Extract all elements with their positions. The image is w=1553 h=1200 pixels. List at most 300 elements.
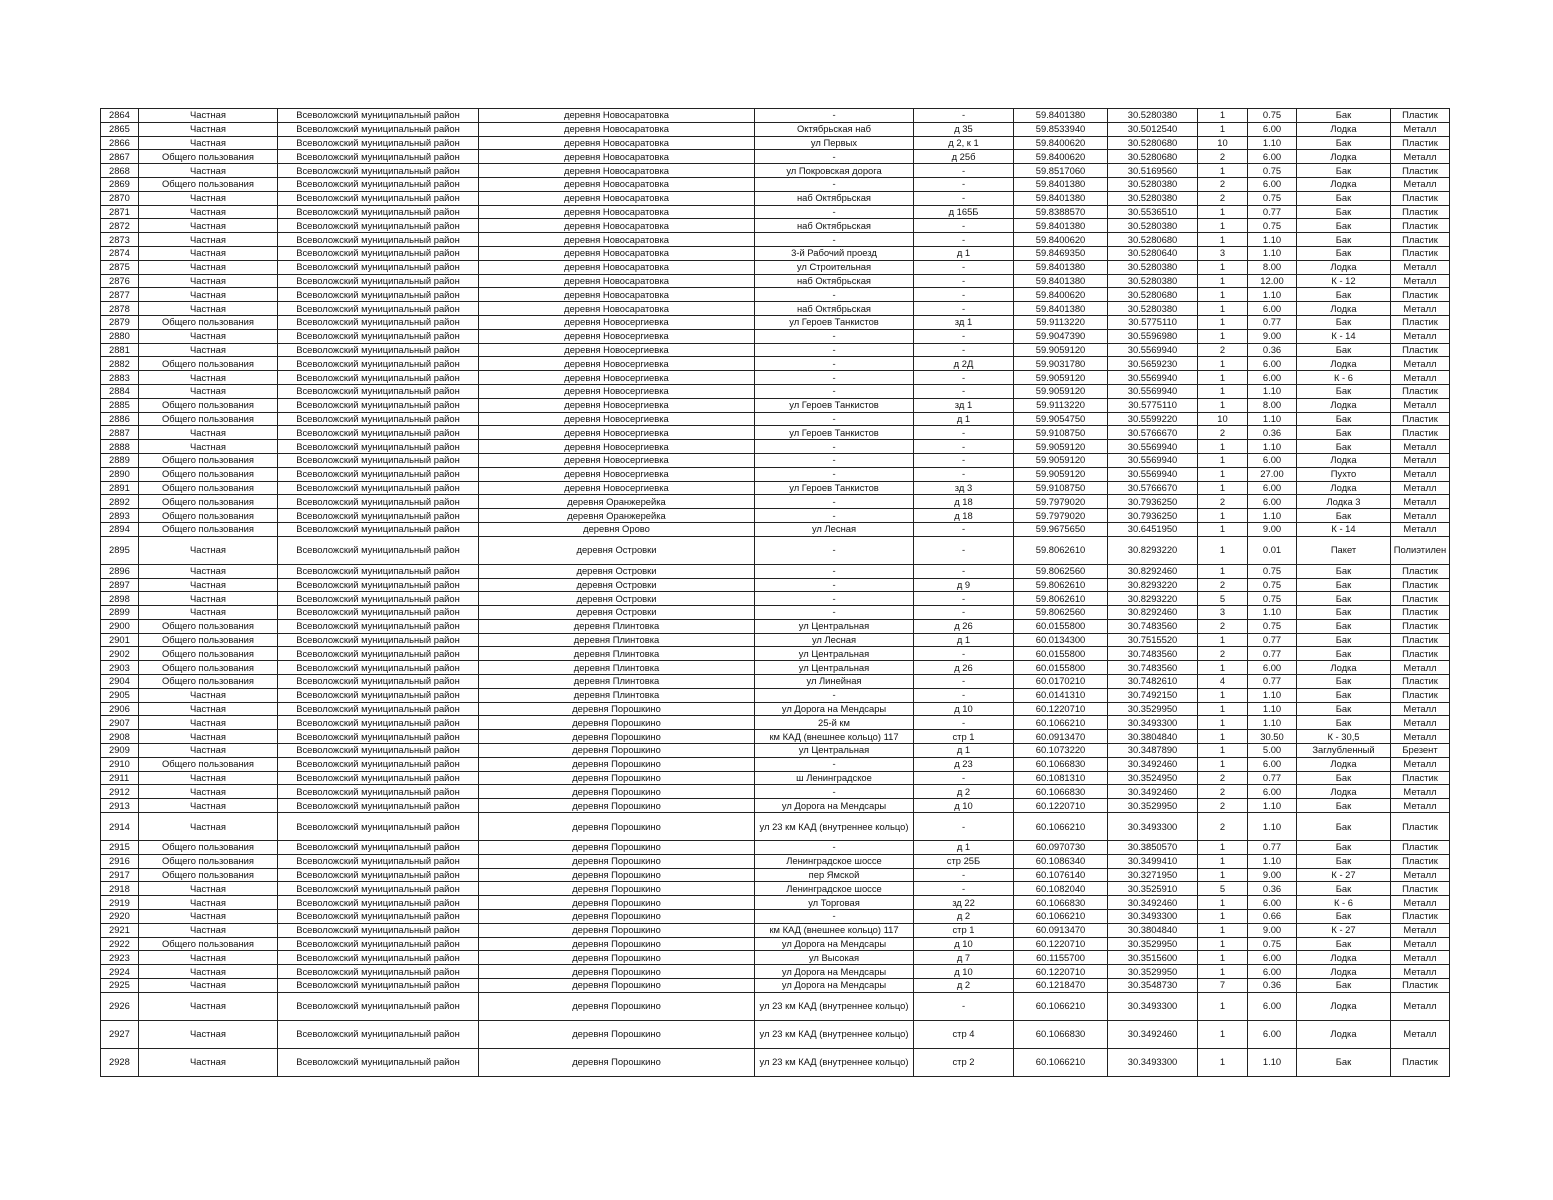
cell-volume: 9.00 [1248, 923, 1297, 937]
cell-locality: деревня Порошкино [479, 923, 755, 937]
cell-volume: 6.00 [1248, 951, 1297, 965]
cell-house: д 1 [914, 744, 1014, 758]
cell-house: зд 3 [914, 481, 1014, 495]
cell-container: Лодка [1297, 951, 1391, 965]
cell-house: д 9 [914, 578, 1014, 592]
cell-volume: 1.10 [1248, 440, 1297, 454]
cell-volume: 0.75 [1248, 191, 1297, 205]
cell-lat: 60.1066210 [1014, 992, 1108, 1020]
cell-locality: деревня Порошкино [479, 854, 755, 868]
table-row [101, 868, 1450, 882]
cell-house: - [914, 882, 1014, 896]
cell-count: 2 [1198, 191, 1248, 205]
cell-material: Пластик [1391, 191, 1450, 205]
cell-ownership: Частная [139, 260, 278, 274]
cell-material: Пластик [1391, 592, 1450, 606]
cell-lon: 30.5569940 [1108, 440, 1198, 454]
cell-id: 2901 [101, 633, 139, 647]
cell-district: Всеволожский муниципальный район [278, 1020, 479, 1048]
cell-locality: деревня Порошкино [479, 757, 755, 771]
table-row [101, 302, 1450, 316]
cell-district: Всеволожский муниципальный район [278, 813, 479, 841]
table-row [101, 205, 1450, 219]
table-row [101, 951, 1450, 965]
cell-id: 2896 [101, 564, 139, 578]
cell-house: стр 25Б [914, 854, 1014, 868]
cell-house: д 18 [914, 509, 1014, 523]
cell-street: - [755, 757, 914, 771]
cell-count: 1 [1198, 951, 1248, 965]
cell-lon: 30.5280680 [1108, 288, 1198, 302]
cell-lon: 30.5280380 [1108, 109, 1198, 123]
cell-street: Ленинградское шоссе [755, 882, 914, 896]
cell-id: 2879 [101, 315, 139, 329]
cell-ownership: Частная [139, 688, 278, 702]
cell-count: 1 [1198, 1048, 1248, 1076]
cell-container: Лодка 3 [1297, 495, 1391, 509]
cell-locality: деревня Новосергиевка [479, 315, 755, 329]
cell-volume: 0.77 [1248, 771, 1297, 785]
cell-ownership: Частная [139, 592, 278, 606]
cell-street: пер Ямской [755, 868, 914, 882]
cell-ownership: Частная [139, 813, 278, 841]
cell-volume: 0.75 [1248, 937, 1297, 951]
cell-locality: деревня Порошкино [479, 910, 755, 924]
cell-container: Бак [1297, 440, 1391, 454]
cell-volume: 0.36 [1248, 979, 1297, 993]
cell-container: Лодка [1297, 992, 1391, 1020]
cell-id: 2897 [101, 578, 139, 592]
table-row [101, 716, 1450, 730]
cell-locality: деревня Порошкино [479, 1020, 755, 1048]
table-row [101, 910, 1450, 924]
cell-ownership: Частная [139, 979, 278, 993]
cell-locality: деревня Новосергиевка [479, 384, 755, 398]
cell-ownership: Общего пользования [139, 757, 278, 771]
cell-lon: 30.3493300 [1108, 992, 1198, 1020]
cell-id: 2898 [101, 592, 139, 606]
cell-lat: 60.0155800 [1014, 619, 1108, 633]
cell-lat: 59.8400620 [1014, 136, 1108, 150]
cell-lon: 30.3804840 [1108, 923, 1198, 937]
cell-district: Всеволожский муниципальный район [278, 841, 479, 855]
cell-house: - [914, 771, 1014, 785]
cell-street: - [755, 495, 914, 509]
cell-lon: 30.7936250 [1108, 509, 1198, 523]
cell-lon: 30.5775110 [1108, 315, 1198, 329]
cell-lat: 59.8062610 [1014, 536, 1108, 564]
cell-locality: деревня Островки [479, 578, 755, 592]
cell-ownership: Общего пользования [139, 509, 278, 523]
cell-id: 2904 [101, 675, 139, 689]
cell-locality: деревня Порошкино [479, 771, 755, 785]
cell-district: Всеволожский муниципальный район [278, 191, 479, 205]
table-row [101, 260, 1450, 274]
table-row [101, 1020, 1450, 1048]
cell-lon: 30.7482610 [1108, 675, 1198, 689]
cell-ownership: Частная [139, 205, 278, 219]
cell-ownership: Частная [139, 992, 278, 1020]
cell-id: 2888 [101, 440, 139, 454]
cell-volume: 1.10 [1248, 509, 1297, 523]
cell-container: Бак [1297, 246, 1391, 260]
cell-locality: деревня Плинтовка [479, 661, 755, 675]
cell-house: - [914, 219, 1014, 233]
cell-ownership: Частная [139, 1048, 278, 1076]
cell-house: - [914, 260, 1014, 274]
cell-lat: 59.8400620 [1014, 150, 1108, 164]
cell-material: Металл [1391, 785, 1450, 799]
cell-volume: 0.77 [1248, 633, 1297, 647]
cell-house: стр 1 [914, 730, 1014, 744]
cell-container: Заглубленный [1297, 744, 1391, 758]
cell-material: Пластик [1391, 288, 1450, 302]
cell-lat: 59.9113220 [1014, 398, 1108, 412]
cell-lon: 30.8292460 [1108, 564, 1198, 578]
cell-container: Пакет [1297, 536, 1391, 564]
cell-lat: 60.1220710 [1014, 702, 1108, 716]
cell-volume: 0.77 [1248, 205, 1297, 219]
cell-district: Всеволожский муниципальный район [278, 854, 479, 868]
cell-id: 2900 [101, 619, 139, 633]
cell-lon: 30.3492460 [1108, 785, 1198, 799]
cell-lon: 30.3515600 [1108, 951, 1198, 965]
cell-volume: 1.10 [1248, 716, 1297, 730]
cell-house: - [914, 440, 1014, 454]
cell-lat: 60.1076140 [1014, 868, 1108, 882]
cell-house: д 25б [914, 150, 1014, 164]
cell-street: ш Ленинградское [755, 771, 914, 785]
cell-district: Всеволожский муниципальный район [278, 150, 479, 164]
cell-street: ул Героев Танкистов [755, 426, 914, 440]
cell-volume: 12.00 [1248, 274, 1297, 288]
cell-count: 1 [1198, 315, 1248, 329]
cell-house: д 10 [914, 965, 1014, 979]
cell-lat: 60.1066830 [1014, 896, 1108, 910]
cell-lat: 59.9113220 [1014, 315, 1108, 329]
cell-street: наб Октябрьская [755, 274, 914, 288]
cell-material: Металл [1391, 923, 1450, 937]
cell-count: 1 [1198, 992, 1248, 1020]
cell-lat: 59.9059120 [1014, 440, 1108, 454]
cell-street: ул Дорога на Мендсары [755, 937, 914, 951]
cell-district: Всеволожский муниципальный район [278, 329, 479, 343]
cell-locality: деревня Порошкино [479, 992, 755, 1020]
cell-material: Пластик [1391, 109, 1450, 123]
cell-district: Всеволожский муниципальный район [278, 633, 479, 647]
cell-lon: 30.5280380 [1108, 260, 1198, 274]
cell-house: - [914, 675, 1014, 689]
cell-count: 2 [1198, 771, 1248, 785]
cell-material: Пластик [1391, 426, 1450, 440]
cell-house: д 1 [914, 633, 1014, 647]
cell-container: Лодка [1297, 177, 1391, 191]
cell-house: д 7 [914, 951, 1014, 965]
cell-container: Бак [1297, 799, 1391, 813]
cell-volume: 6.00 [1248, 1020, 1297, 1048]
cell-street: - [755, 109, 914, 123]
cell-material: Пластик [1391, 606, 1450, 620]
cell-volume: 1.10 [1248, 233, 1297, 247]
cell-house: д 165Б [914, 205, 1014, 219]
cell-locality: деревня Новосергиевка [479, 453, 755, 467]
cell-street: - [755, 592, 914, 606]
cell-lat: 59.8062610 [1014, 578, 1108, 592]
cell-volume: 6.00 [1248, 785, 1297, 799]
table-row [101, 688, 1450, 702]
cell-container: К - 27 [1297, 868, 1391, 882]
cell-house: - [914, 813, 1014, 841]
cell-count: 1 [1198, 854, 1248, 868]
cell-material: Пластик [1391, 771, 1450, 785]
cell-lat: 59.9054750 [1014, 412, 1108, 426]
cell-ownership: Частная [139, 191, 278, 205]
cell-district: Всеволожский муниципальный район [278, 661, 479, 675]
cell-district: Всеволожский муниципальный район [278, 564, 479, 578]
cell-ownership: Частная [139, 246, 278, 260]
cell-material: Пластик [1391, 384, 1450, 398]
cell-material: Пластик [1391, 633, 1450, 647]
cell-house: д 1 [914, 412, 1014, 426]
table-body [101, 109, 1450, 1077]
cell-container: К - 6 [1297, 371, 1391, 385]
cell-lon: 30.3499410 [1108, 854, 1198, 868]
cell-material: Металл [1391, 992, 1450, 1020]
cell-locality: деревня Новосаратовка [479, 233, 755, 247]
cell-house: - [914, 384, 1014, 398]
cell-id: 2883 [101, 371, 139, 385]
cell-district: Всеволожский муниципальный район [278, 371, 479, 385]
cell-lat: 59.8062610 [1014, 592, 1108, 606]
cell-ownership: Частная [139, 785, 278, 799]
cell-material: Металл [1391, 702, 1450, 716]
cell-material: Металл [1391, 453, 1450, 467]
table-row [101, 882, 1450, 896]
cell-lat: 59.8400620 [1014, 233, 1108, 247]
cell-locality: деревня Новосергиевка [479, 481, 755, 495]
cell-container: Лодка [1297, 122, 1391, 136]
cell-lon: 30.3487890 [1108, 744, 1198, 758]
cell-street: ул Линейная [755, 675, 914, 689]
cell-house: - [914, 606, 1014, 620]
cell-container: Пухто [1297, 467, 1391, 481]
cell-material: Металл [1391, 509, 1450, 523]
cell-house: - [914, 164, 1014, 178]
cell-locality: деревня Островки [479, 564, 755, 578]
cell-lat: 60.0913470 [1014, 730, 1108, 744]
cell-container: Бак [1297, 384, 1391, 398]
cell-district: Всеволожский муниципальный район [278, 219, 479, 233]
cell-container: Лодка [1297, 1020, 1391, 1048]
cell-lat: 59.7979020 [1014, 495, 1108, 509]
cell-lat: 60.1081310 [1014, 771, 1108, 785]
cell-house: зд 1 [914, 398, 1014, 412]
cell-ownership: Общего пользования [139, 633, 278, 647]
cell-volume: 0.75 [1248, 564, 1297, 578]
cell-volume: 9.00 [1248, 522, 1297, 536]
cell-lat: 60.1220710 [1014, 937, 1108, 951]
cell-district: Всеволожский муниципальный район [278, 343, 479, 357]
cell-district: Всеволожский муниципальный район [278, 357, 479, 371]
cell-locality: деревня Новосаратовка [479, 219, 755, 233]
cell-ownership: Общего пользования [139, 453, 278, 467]
cell-lon: 30.5569940 [1108, 467, 1198, 481]
cell-material: Металл [1391, 260, 1450, 274]
cell-lat: 59.8401380 [1014, 274, 1108, 288]
cell-id: 2918 [101, 882, 139, 896]
cell-id: 2892 [101, 495, 139, 509]
table-row [101, 744, 1450, 758]
cell-count: 1 [1198, 730, 1248, 744]
cell-count: 1 [1198, 274, 1248, 288]
cell-lat: 59.7979020 [1014, 509, 1108, 523]
cell-street: ул Первых [755, 136, 914, 150]
cell-lon: 30.7515520 [1108, 633, 1198, 647]
cell-street: - [755, 536, 914, 564]
cell-ownership: Частная [139, 730, 278, 744]
cell-house: д 1 [914, 246, 1014, 260]
cell-material: Пластик [1391, 564, 1450, 578]
cell-street: ул Покровская дорога [755, 164, 914, 178]
cell-lat: 59.8401380 [1014, 219, 1108, 233]
cell-ownership: Частная [139, 109, 278, 123]
table-row [101, 578, 1450, 592]
cell-locality: деревня Новосаратовка [479, 205, 755, 219]
cell-street: - [755, 384, 914, 398]
cell-volume: 1.10 [1248, 1048, 1297, 1076]
cell-volume: 1.10 [1248, 288, 1297, 302]
cell-id: 2894 [101, 522, 139, 536]
cell-id: 2891 [101, 481, 139, 495]
cell-volume: 6.00 [1248, 896, 1297, 910]
cell-material: Металл [1391, 716, 1450, 730]
cell-container: Бак [1297, 191, 1391, 205]
cell-house: - [914, 109, 1014, 123]
cell-ownership: Частная [139, 882, 278, 896]
cell-lon: 30.7483560 [1108, 661, 1198, 675]
cell-id: 2906 [101, 702, 139, 716]
cell-house: стр 1 [914, 923, 1014, 937]
cell-lat: 60.1220710 [1014, 799, 1108, 813]
cell-locality: деревня Новосаратовка [479, 191, 755, 205]
cell-count: 1 [1198, 260, 1248, 274]
cell-locality: деревня Островки [479, 592, 755, 606]
cell-container: Лодка [1297, 260, 1391, 274]
cell-locality: деревня Порошкино [479, 702, 755, 716]
cell-id: 2873 [101, 233, 139, 247]
cell-ownership: Общего пользования [139, 522, 278, 536]
cell-lon: 30.5169560 [1108, 164, 1198, 178]
cell-container: Бак [1297, 288, 1391, 302]
cell-volume: 6.00 [1248, 992, 1297, 1020]
cell-lon: 30.5569940 [1108, 371, 1198, 385]
cell-lon: 30.3492460 [1108, 1020, 1198, 1048]
cell-lon: 30.3548730 [1108, 979, 1198, 993]
cell-material: Пластик [1391, 343, 1450, 357]
cell-id: 2865 [101, 122, 139, 136]
cell-street: - [755, 564, 914, 578]
cell-count: 1 [1198, 219, 1248, 233]
cell-volume: 1.10 [1248, 813, 1297, 841]
cell-locality: деревня Новосергиевка [479, 329, 755, 343]
cell-street: наб Октябрьская [755, 219, 914, 233]
table-row [101, 979, 1450, 993]
cell-container: Лодка [1297, 481, 1391, 495]
cell-street: ул Строительная [755, 260, 914, 274]
cell-count: 1 [1198, 509, 1248, 523]
cell-locality: деревня Новосаратовка [479, 274, 755, 288]
cell-house: д 26 [914, 661, 1014, 675]
cell-street: ул Центральная [755, 619, 914, 633]
cell-street: ул Дорога на Мендсары [755, 702, 914, 716]
cell-ownership: Частная [139, 716, 278, 730]
cell-house: - [914, 716, 1014, 730]
cell-lon: 30.3529950 [1108, 799, 1198, 813]
cell-locality: деревня Порошкино [479, 868, 755, 882]
cell-district: Всеволожский муниципальный район [278, 315, 479, 329]
cell-material: Пластик [1391, 136, 1450, 150]
cell-count: 1 [1198, 122, 1248, 136]
cell-material: Металл [1391, 357, 1450, 371]
cell-street: ул Героев Танкистов [755, 481, 914, 495]
cell-id: 2885 [101, 398, 139, 412]
cell-lat: 60.0970730 [1014, 841, 1108, 855]
cell-house: д 18 [914, 495, 1014, 509]
table-row [101, 164, 1450, 178]
table-row [101, 633, 1450, 647]
cell-material: Пластик [1391, 854, 1450, 868]
cell-id: 2864 [101, 109, 139, 123]
cell-district: Всеволожский муниципальный район [278, 177, 479, 191]
cell-material: Пластик [1391, 315, 1450, 329]
table-row [101, 896, 1450, 910]
cell-volume: 5.00 [1248, 744, 1297, 758]
cell-street: - [755, 357, 914, 371]
cell-container: К - 30,5 [1297, 730, 1391, 744]
cell-count: 4 [1198, 675, 1248, 689]
cell-count: 1 [1198, 910, 1248, 924]
cell-volume: 0.75 [1248, 109, 1297, 123]
cell-lon: 30.8293220 [1108, 578, 1198, 592]
cell-district: Всеволожский муниципальный район [278, 592, 479, 606]
cell-street: ул Центральная [755, 647, 914, 661]
cell-material: Металл [1391, 799, 1450, 813]
cell-material: Пластик [1391, 688, 1450, 702]
cell-house: - [914, 467, 1014, 481]
cell-ownership: Общего пользования [139, 481, 278, 495]
cell-street: 25-й км [755, 716, 914, 730]
cell-lat: 59.8401380 [1014, 177, 1108, 191]
cell-lon: 30.5280680 [1108, 136, 1198, 150]
cell-count: 2 [1198, 647, 1248, 661]
table-row [101, 329, 1450, 343]
cell-house: стр 2 [914, 1048, 1014, 1076]
cell-material: Металл [1391, 481, 1450, 495]
cell-material: Пластик [1391, 619, 1450, 633]
cell-ownership: Частная [139, 564, 278, 578]
cell-lon: 30.3529950 [1108, 937, 1198, 951]
cell-house: д 26 [914, 619, 1014, 633]
cell-locality: деревня Новосаратовка [479, 260, 755, 274]
cell-material: Металл [1391, 1020, 1450, 1048]
cell-street: ул 23 км КАД (внутреннее кольцо) [755, 1020, 914, 1048]
table-row [101, 923, 1450, 937]
cell-lon: 30.5775110 [1108, 398, 1198, 412]
cell-material: Металл [1391, 896, 1450, 910]
cell-id: 2893 [101, 509, 139, 523]
cell-id: 2905 [101, 688, 139, 702]
cell-id: 2920 [101, 910, 139, 924]
